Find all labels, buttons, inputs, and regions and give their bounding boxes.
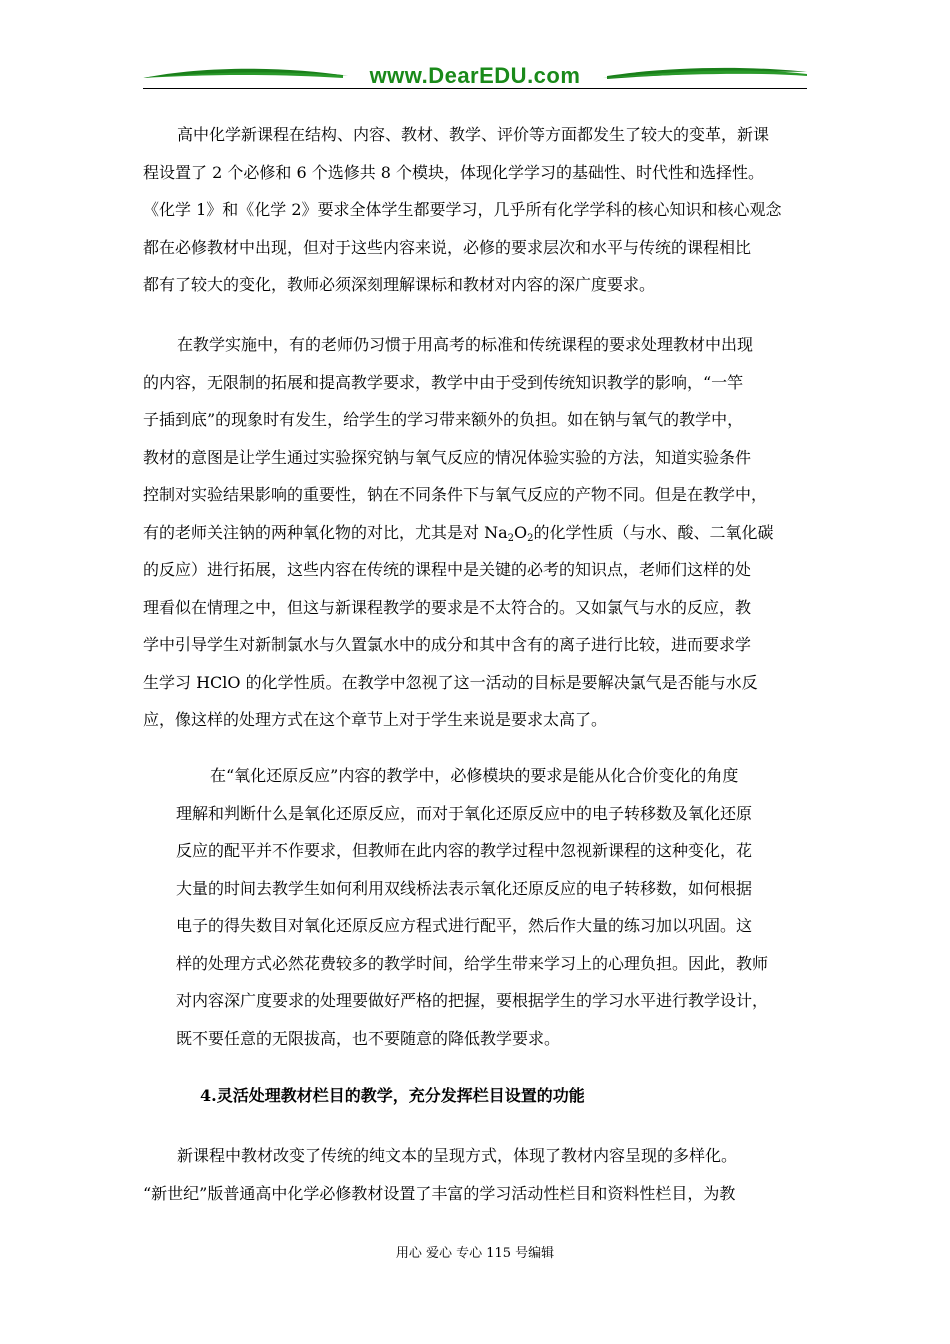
section-heading: 4.灵活处理教材栏目的教学，充分发挥栏目设置的功能 [200,1086,585,1105]
paragraph-3 [176,757,808,1057]
text-fragment: 的化学性质（与水、酸、二氧化碳 [533,522,774,542]
text-line: 控制对实验结果影响的重要性，钠在不同条件下与氧气反应的产物不同。但是在教学中， [143,485,768,504]
text-line: 都在必修教材中出现，但对于这些内容来说，必修的要求层次和水平与传统的课程相比 [143,237,752,257]
text-line: 样的处理方式必然花费较多的教学时间，给学生带来学习上的心理负担。因此，教师 [176,953,769,973]
formula-line [143,514,807,552]
text-line: 电子的得失数目对氧化还原反应方程式进行配平，然后作大量的练习加以巩固。这 [176,916,753,935]
text-line: 对内容深广度要求的处理要做好严格的把握，要根据学生的学习水平进行教学设计， [176,991,769,1010]
paragraph-4 [143,1137,807,1212]
text-line: 都有了较大的变化，教师必须深刻理解课标和教材对内容的深广度要求。 [143,275,656,294]
text-line: 理看似在情理之中，但这与新课程教学的要求是不太符合的。又如氯气与水的反应，教 [143,597,752,617]
text-line: 学中引导学生对新制氯水与久置氯水中的成分和其中含有的离子进行比较，进而要求学 [143,635,752,654]
formula-subscript: 2 [527,532,534,544]
text-line: 生学习 HClO 的化学性质。在教学中忽视了这一活动的目标是要解决氯气是否能与水反 [143,672,758,692]
text-line: 反应的配平并不作要求，但教师在此内容的教学过程中忽视新课程的这种变化，花 [176,841,753,860]
text-line: 在“氧化还原反应”内容的教学中，必修模块的要求是能从化合价变化的角度 [210,766,739,785]
text-line: 新课程中教材改变了传统的纯文本的呈现方式，体现了教材内容呈现的多样化。 [177,1146,738,1165]
text-line: 应，像这样的处理方式在这个章节上对于学生来说是要求太高了。 [143,710,608,729]
text-line: 子插到底”的现象时有发生，给学生的学习带来额外的负担。如在钠与氧气的教学中， [143,410,744,429]
text-line: 的内容，无限制的拓展和提高教学要求，教学中由于受到传统知识教学的影响，“一竿 [143,372,744,392]
text-line: 高中化学新课程在结构、内容、教材、教学、评价等方面都发生了较大的变革，新课 [177,125,770,144]
text-line: 程设置了 2 个必修和 6 个选修共 8 个模块，体现化学学习的基础性、时代性和选择性。 [143,162,765,182]
text-line: 《化学 1》和《化学 2》要求全体学生都要学习，几乎所有化学学科的核心知识和核心观念 [143,200,782,219]
paragraph-2 [143,326,807,739]
text-fragment: 有的老师关注钠的两种氧化物的对比，尤其是对 Na [143,522,508,542]
text-line: 的反应）进行拓展，这些内容在传统的课程中是关键的必考的知识点，老师们这样的处 [143,560,752,579]
formula-subscript: 2 [507,532,515,544]
text-fragment: O [514,522,528,542]
paragraph-1 [143,116,807,304]
page-footer: 用心 爱心 专心 115 号编辑 [395,1246,555,1261]
text-line: 教材的意图是让学生通过实验探究钠与氧气反应的情况体验实验的方法，知道实验条件 [143,447,752,467]
text-line: 大量的时间去教学生如何利用双线桥法表示氧化还原反应的电子转移数，如何根据 [176,878,753,898]
text-line: 理解和判断什么是氧化还原反应，而对于氧化还原反应中的电子转移数及氧化还原 [176,803,753,823]
text-line: “新世纪”版普通高中化学必修教材设置了丰富的学习活动性栏目和资料性栏目，为教 [143,1183,736,1203]
site-logo[interactable]: www.DearEDU.com [369,63,581,88]
text-line: 既不要任意的无限拔高，也不要随意的降低教学要求。 [176,1028,561,1048]
text-line: 在教学实施中，有的老师仍习惯于用高考的标准和传统课程的要求处理教材中出现 [177,335,754,354]
header-rule [143,88,807,89]
